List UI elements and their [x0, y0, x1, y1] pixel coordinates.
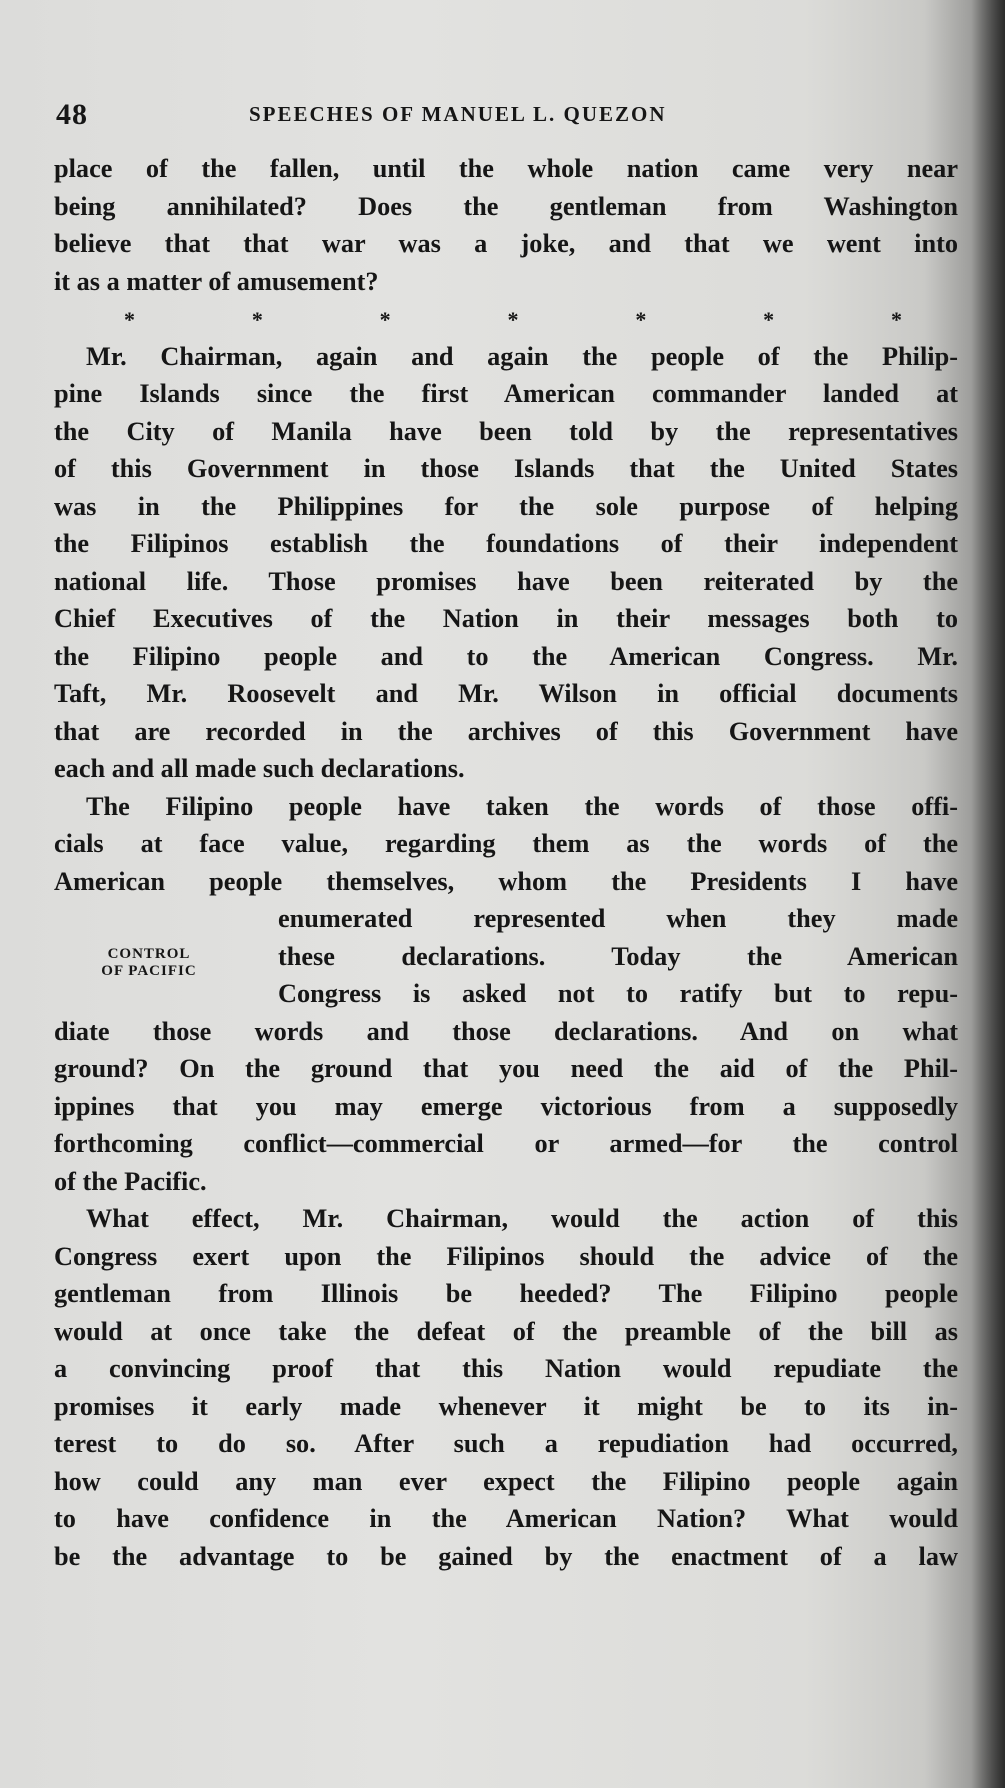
text-line: American people themselves, whom the Presidents I have	[54, 866, 958, 896]
text-line: Congress exert upon the Filipinos should the advice of the	[54, 1241, 958, 1271]
text-line: gentleman from Illinois be heeded? The Filipino people	[54, 1279, 958, 1308]
text-line: being annihilated? Does the gentleman from Washington	[54, 191, 958, 221]
text-line: enumerated represented when they made	[278, 904, 958, 933]
text-line: pine Islands since the first American commander landed at	[54, 379, 958, 408]
margin-note-line: CONTROL	[107, 946, 191, 962]
text-line: Taft, Mr. Roosevelt and Mr. Wilson in official documents	[54, 679, 958, 708]
text-line: believe that that war was a joke, and that we went into	[54, 229, 958, 258]
text-line: the Filipinos establish the foundations of their independent	[54, 529, 958, 558]
star-mark: *	[251, 307, 263, 332]
running-head: SPEECHES OF MANUEL L. QUEZON	[249, 102, 667, 126]
text-line: place of the fallen, until the whole nation came very near	[54, 154, 958, 183]
text-line: forthcoming conflict—commercial or armed—for the control	[54, 1129, 958, 1158]
text-line: to have confidence in the American Nation? What would	[54, 1504, 958, 1533]
page-header	[54, 98, 958, 150]
text-line: of this Government in those Islands that the United States	[54, 454, 958, 483]
text-line: a convincing proof that this Nation would repudiate the	[54, 1354, 958, 1383]
text-line: how could any man ever expect the Filipino people again	[54, 1466, 958, 1496]
paragraph-face-value	[54, 788, 958, 1201]
text-line: ippines that you may emerge victorious from a supposedly	[54, 1091, 958, 1121]
star-mark: *	[635, 307, 647, 332]
text-line: these declarations. Today the American	[278, 941, 958, 971]
paragraph-continued	[54, 150, 958, 300]
star-mark: *	[124, 307, 135, 332]
text-line: Mr. Chairman, again and again the people of the Philip-	[86, 341, 958, 371]
text-line: Chief Executives of the Nation in their messages both to	[54, 604, 958, 633]
page-number: 48	[56, 98, 88, 131]
text-line: cials at face value, regarding them as the words of the	[54, 829, 958, 858]
text-line: be the advantage to be gained by the enactment of a law	[54, 1541, 958, 1571]
page-spine-shadow	[971, 0, 1005, 1788]
text-line: promises it early made whenever it might be to its in-	[54, 1391, 958, 1421]
text-line: ground? On the ground that you need the aid of the Phil-	[54, 1054, 958, 1083]
star-mark: *	[890, 307, 902, 332]
text-line: each and all made such declarations.	[54, 754, 465, 783]
star-mark: *	[379, 307, 391, 332]
ellipsis-stars	[54, 300, 958, 338]
text-line: was in the Philippines for the sole purpose of helping	[54, 491, 958, 521]
text-line: of the Pacific.	[54, 1166, 207, 1196]
text-line: Congress is asked not to ratify but to repu-	[278, 979, 958, 1008]
margin-note-line: OF PACIFIC	[101, 963, 197, 979]
text-line: terest to do so. After such a repudiation had occurred,	[54, 1429, 958, 1458]
paragraph-what-effect	[54, 1200, 958, 1575]
margin-note-block	[54, 900, 958, 1013]
text-line: the City of Manila have been told by the representatives	[54, 416, 958, 446]
text-line: would at once take the defeat of the preamble of the bill as	[54, 1316, 958, 1346]
paragraph-promises	[54, 338, 958, 788]
star-mark: *	[763, 307, 775, 332]
text-line: The Filipino people have taken the words of those offi-	[86, 791, 958, 821]
text-line: the Filipino people and to the American Congress. Mr.	[54, 641, 958, 671]
body-text	[54, 150, 958, 1575]
margin-note	[54, 946, 244, 980]
text-line: it as a matter of amusement?	[54, 266, 379, 296]
text-line: national life. Those promises have been reiterated by the	[54, 566, 958, 596]
text-line: What effect, Mr. Chairman, would the action of this	[86, 1204, 958, 1233]
text-line: that are recorded in the archives of this Government have	[54, 716, 958, 746]
page-text-block	[54, 98, 958, 1575]
star-mark: *	[507, 307, 519, 332]
text-line: diate those words and those declarations. And on what	[54, 1016, 958, 1046]
